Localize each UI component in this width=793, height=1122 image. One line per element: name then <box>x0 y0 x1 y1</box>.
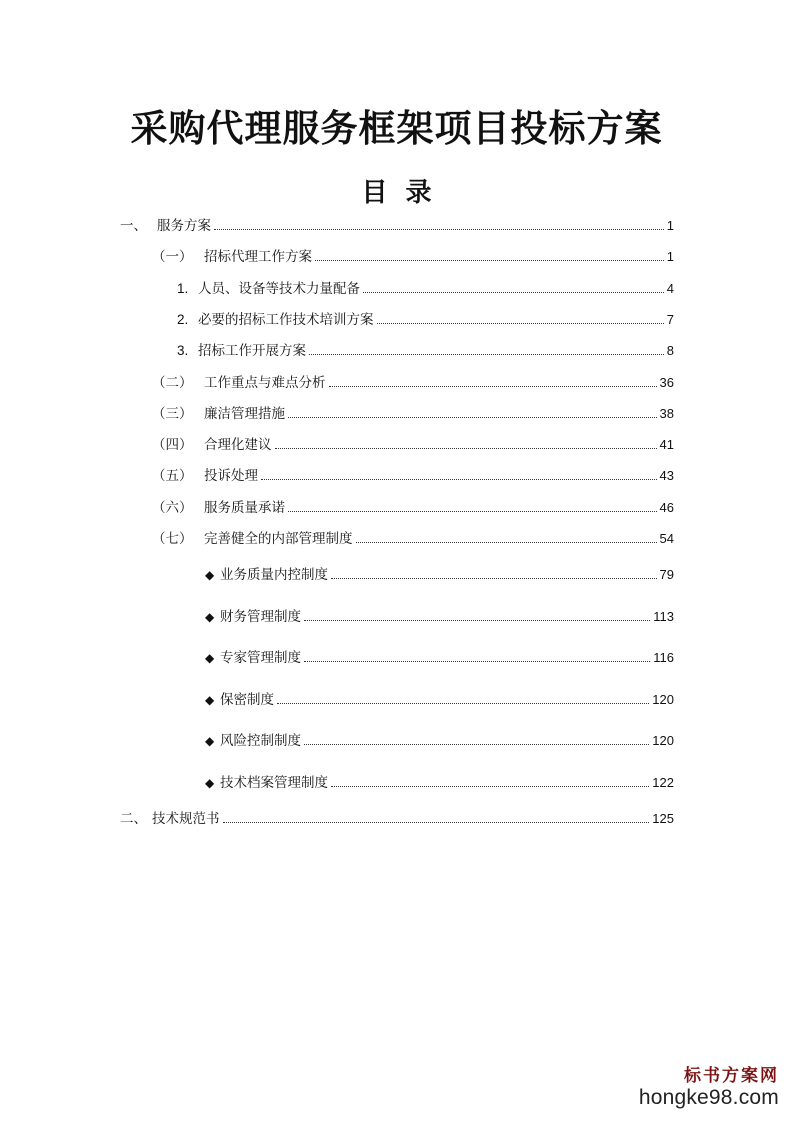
toc-entry-label: 工作重点与难点分析 <box>204 375 326 391</box>
toc-entry-number: （四） <box>152 437 193 453</box>
toc-heading-char-1: 目 <box>361 178 388 208</box>
toc-entry-page: 120 <box>652 733 674 748</box>
toc-entry-page: 46 <box>659 500 674 515</box>
toc-entry-page: 43 <box>659 468 674 483</box>
toc-entry-page: 122 <box>652 775 674 790</box>
diamond-bullet-icon: ◆ <box>205 568 215 582</box>
toc-entry-label: 廉洁管理措施 <box>204 406 285 422</box>
toc-entry-label: 保密制度 <box>220 692 274 708</box>
dot-leader <box>356 542 657 543</box>
toc-entry-quality-control[interactable] <box>205 566 674 584</box>
diamond-bullet-icon: ◆ <box>205 610 215 624</box>
dot-leader <box>329 386 657 387</box>
dot-leader <box>275 448 657 449</box>
toc-entry-quality-commitment[interactable] <box>152 499 674 517</box>
toc-entry-page: 125 <box>652 811 674 826</box>
toc-entry-page: 120 <box>652 692 674 707</box>
toc-entry-finance[interactable] <box>205 608 674 626</box>
toc-entry-page: 1 <box>666 218 674 233</box>
toc-entry-label: 人员、设备等技术力量配备 <box>198 281 360 297</box>
toc-entry-label: 服务方案 <box>157 218 211 234</box>
dot-leader <box>214 229 664 230</box>
watermark-url: hongke98.com <box>638 1086 779 1109</box>
toc-entry-label: 技术规范书 <box>152 811 220 827</box>
dot-leader <box>363 292 664 293</box>
dot-leader <box>261 479 657 480</box>
dot-leader <box>304 744 649 745</box>
toc-entry-internal-management[interactable] <box>152 530 674 548</box>
toc-entry-key-difficulties[interactable] <box>152 374 674 392</box>
toc-entry-suggestions[interactable] <box>152 436 674 454</box>
toc-entry-number: 3. <box>177 343 189 358</box>
toc-entry-label: 合理化建议 <box>204 437 272 453</box>
dot-leader <box>223 822 650 823</box>
toc-heading <box>0 172 793 209</box>
toc-entry-label: 专家管理制度 <box>220 650 301 666</box>
toc-entry-experts[interactable] <box>205 649 674 667</box>
document-title: 采购代理服务框架项目投标方案 <box>130 107 663 150</box>
dot-leader <box>304 620 650 621</box>
toc-entry-number: 2. <box>177 312 189 327</box>
toc-heading-char-2: 录 <box>405 178 432 208</box>
toc-entry-label: 技术档案管理制度 <box>220 775 328 791</box>
toc-entry-technical-spec[interactable] <box>120 810 674 828</box>
dot-leader <box>331 578 657 579</box>
watermark-brand: 标书方案网 <box>684 1066 779 1086</box>
dot-leader <box>277 703 649 704</box>
toc-entry-number: 一、 <box>120 218 147 234</box>
toc-entry-label: 投诉处理 <box>204 468 258 484</box>
toc-entry-page: 8 <box>666 343 674 358</box>
toc-entry-technical-archives[interactable] <box>205 774 674 792</box>
toc-entry-page: 41 <box>659 437 674 452</box>
toc-entry-page: 36 <box>659 375 674 390</box>
dot-leader <box>288 417 657 418</box>
toc-entry-tender-agency-plan[interactable] <box>152 248 674 266</box>
diamond-bullet-icon: ◆ <box>205 776 215 790</box>
toc-entry-number: 二、 <box>120 811 147 827</box>
toc-entry-complaints[interactable] <box>152 467 674 485</box>
toc-entry-label: 业务质量内控制度 <box>220 567 328 583</box>
toc-entry-tender-work[interactable] <box>177 342 674 360</box>
toc-entry-number: （二） <box>152 375 193 391</box>
toc-entry-label: 服务质量承诺 <box>204 500 285 516</box>
diamond-bullet-icon: ◆ <box>205 651 215 665</box>
toc-entry-page: 1 <box>666 249 674 264</box>
toc-entry-staffing[interactable] <box>177 280 674 298</box>
diamond-bullet-icon: ◆ <box>205 693 215 707</box>
toc-entry-page: 79 <box>659 567 674 582</box>
toc-entry-label: 风险控制制度 <box>220 733 301 749</box>
dot-leader <box>331 786 649 787</box>
toc-entry-label: 招标工作开展方案 <box>198 343 306 359</box>
toc-entry-number: 1. <box>177 281 189 296</box>
dot-leader <box>304 661 650 662</box>
watermark <box>639 1061 779 1110</box>
toc-entry-services[interactable] <box>120 217 674 235</box>
toc-entry-integrity[interactable] <box>152 405 674 423</box>
toc-entry-number: （五） <box>152 468 193 484</box>
toc-entry-number: （七） <box>152 531 193 547</box>
diamond-bullet-icon: ◆ <box>205 734 215 748</box>
dot-leader <box>309 354 664 355</box>
dot-leader <box>377 323 664 324</box>
toc-entry-training[interactable] <box>177 311 674 329</box>
toc-entry-page: 54 <box>659 531 674 546</box>
toc-entry-label: 必要的招标工作技术培训方案 <box>198 312 374 328</box>
toc-entry-page: 7 <box>666 312 674 327</box>
toc-entry-label: 招标代理工作方案 <box>204 249 312 265</box>
dot-leader <box>288 511 657 512</box>
toc-entry-number: （三） <box>152 406 193 422</box>
toc-entry-page: 4 <box>666 281 674 296</box>
toc-entry-label: 财务管理制度 <box>220 609 301 625</box>
toc-entry-page: 113 <box>653 609 674 624</box>
toc-entry-confidentiality[interactable] <box>205 691 674 709</box>
toc-entry-number: （一） <box>152 249 193 265</box>
toc-entry-page: 116 <box>653 650 674 665</box>
toc-entry-risk-control[interactable] <box>205 732 674 750</box>
toc-entry-number: （六） <box>152 500 193 516</box>
dot-leader <box>315 260 664 261</box>
toc-entry-label: 完善健全的内部管理制度 <box>204 531 353 547</box>
toc-entry-page: 38 <box>659 406 674 421</box>
